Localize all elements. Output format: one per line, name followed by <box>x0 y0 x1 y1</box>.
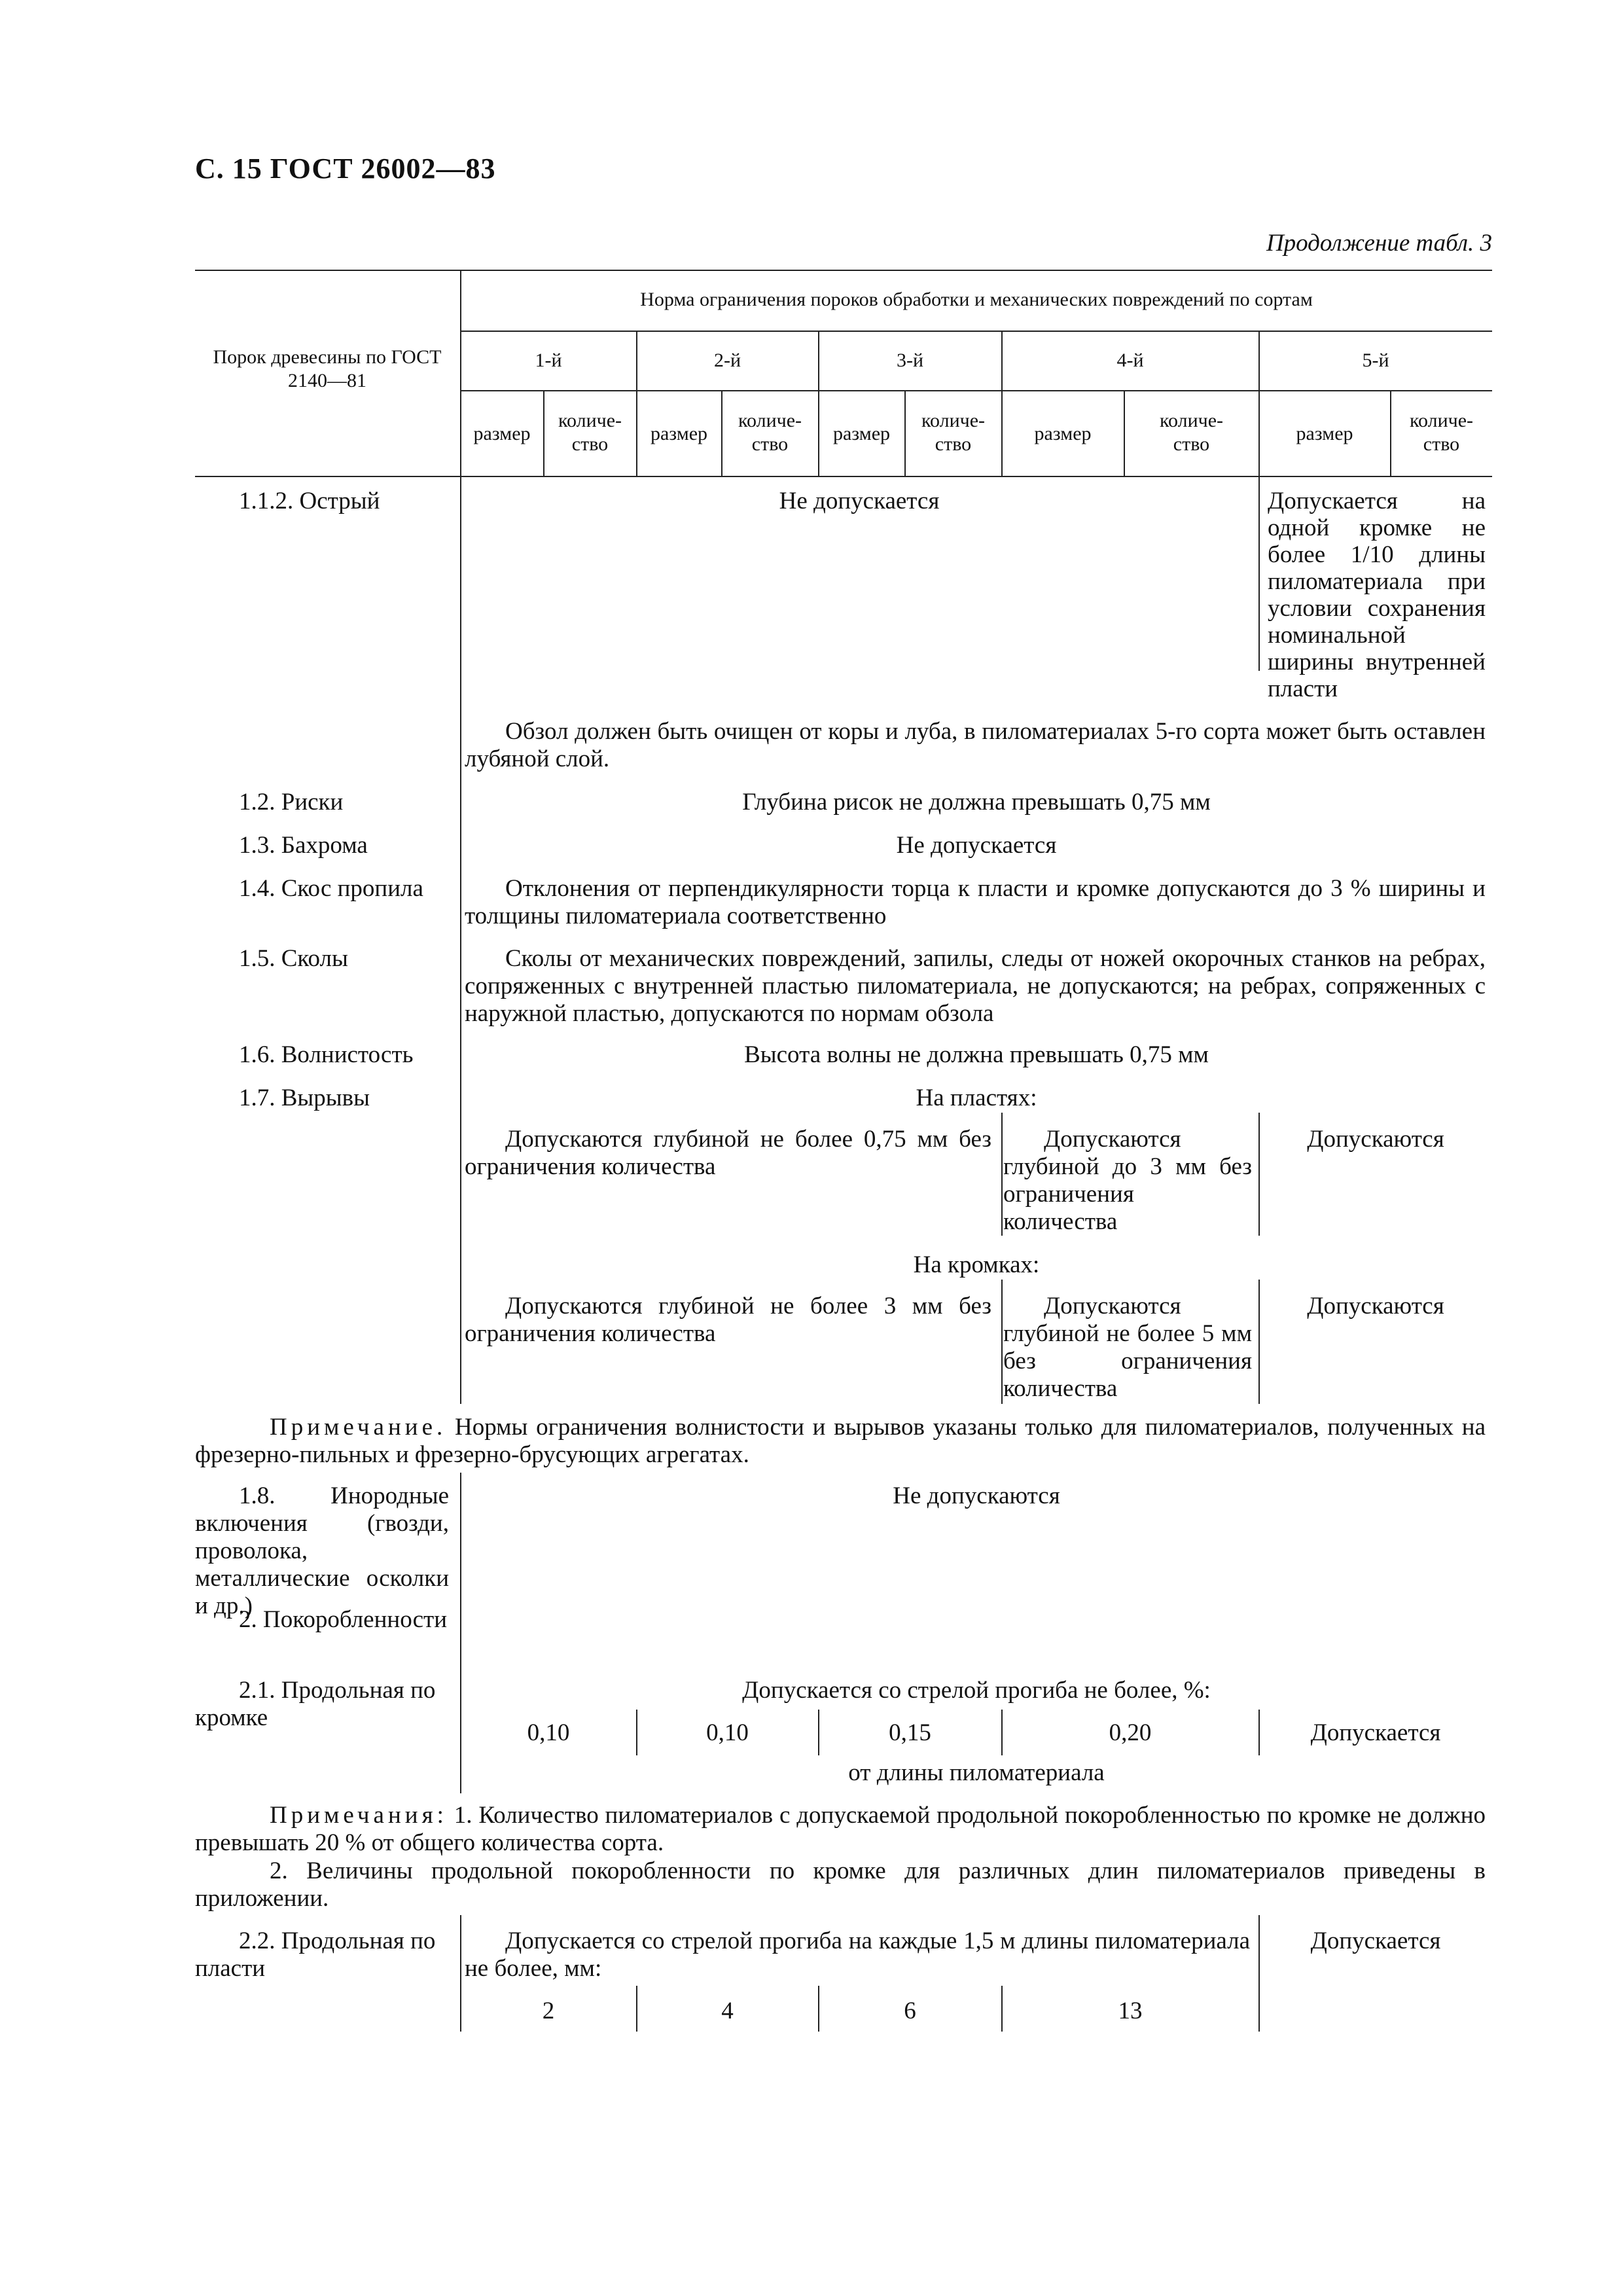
tearouts-faces-title: На пластях: <box>916 1085 1037 1111</box>
tearouts-edges-a: Допускаются глубиной не более 3 мм без ограничения количества <box>465 1293 991 1347</box>
row-label-foreign: 1.8. Инородные включения (гвозди, проволока, металлические осколки и др.) <box>195 1482 449 1619</box>
long-face-grade3: 6 <box>904 1998 916 2024</box>
grade-4-header: 4-й <box>1116 350 1144 371</box>
tearouts-faces-b: Допускаются глубиной до 3 мм без ограничения количества <box>1003 1126 1252 1235</box>
long-edge-footer: от длины пиломатериала <box>848 1759 1105 1786</box>
note-warping-2: 2. Величины продольной покоробленности по кромке для различных длин пиломатериалов приведены в приложении. <box>195 1857 1486 1912</box>
table-top-rule <box>195 270 1492 271</box>
page-header: С. 15 ГОСТ 26002—83 <box>195 152 496 185</box>
row-label-tearouts: 1.7. Вырывы <box>239 1085 370 1111</box>
continuation-label: Продолжение табл. 3 <box>1266 230 1492 257</box>
row-waviness-text: Высота волны не должна превышать 0,75 мм <box>744 1041 1209 1068</box>
header-rule-2 <box>461 390 1492 391</box>
row-foreign-text: Не допускаются <box>893 1482 1060 1509</box>
row-label-warping: 2. Покоробленности <box>239 1606 448 1633</box>
tearouts-faces-c: Допускаются <box>1307 1126 1444 1153</box>
row-chips-text: Сколы от механических повреждений, запилы, следы от ножей окорочных станков на ребрах, сопряженных с внутренней пластью пиломатериала, не допускаются; на ребрах, сопряженных с наружной пластью, допускаются по нормам обзола <box>465 945 1486 1027</box>
long-face-grade1: 2 <box>542 1998 555 2024</box>
qty-subheader: количе- ство <box>558 410 622 455</box>
long-edge-grade4: 0,20 <box>1109 1719 1152 1746</box>
grade-2-header: 2-й <box>713 350 741 371</box>
row-label-chips: 1.5. Сколы <box>239 945 348 972</box>
row-cut-slope-text: Отклонения от перпендикулярности торца к пласти и кромке допускаются до 3 % ширины и толщины пиломатериала соответственно <box>465 875 1486 929</box>
row-label-cut-slope: 1.4. Скос пропила <box>239 875 423 902</box>
qty-subheader: количе- ство <box>738 410 802 455</box>
long-face-grade2: 4 <box>721 1998 734 2024</box>
size-subheader: размер <box>1034 423 1092 444</box>
long-face-grade4: 13 <box>1118 1998 1143 2024</box>
long-edge-grade1: 0,10 <box>527 1719 570 1746</box>
tearouts-edges-c: Допускаются <box>1307 1293 1444 1319</box>
long-face-grade5: Допускается <box>1310 1928 1441 1954</box>
row-long-face-title: Допускается со стрелой прогиба на каждые 1,5 м длины пиломатериала не более, мм: <box>465 1928 1250 1982</box>
row-scratches-text: Глубина рисок не должна превышать 0,75 мм <box>742 789 1211 816</box>
long-edge-grade5: Допускается <box>1310 1719 1441 1746</box>
row-long-edge-title: Допускается со стрелой прогиба не более, %: <box>742 1677 1211 1704</box>
size-subheader: размер <box>473 423 531 444</box>
row-label-long-face: 2.2. Продольная по пласти <box>195 1928 436 1982</box>
tearouts-edges-b: Допускаются глубиной не более 5 мм без ограничения количества <box>1003 1293 1252 1402</box>
grade-3-header: 3-й <box>896 350 924 371</box>
row-label-long-edge: 2.1. Продольная по кромке <box>195 1677 436 1731</box>
header-rule-1 <box>461 331 1492 332</box>
qty-subheader: количе- ство <box>921 410 986 455</box>
note-warping-1: Примечания: 1. Количество пиломатериалов с допускаемой продольной покоробленностью по кромке не должно превышать 20 % от общего количества сорта. <box>195 1802 1486 1856</box>
row-sharp-wane-grade5: Допускается на одной кромке не более 1/10 длины пиломатериала при условии сохранения номинальной ширины внутренней пласти <box>1268 488 1486 702</box>
row-label-scratches: 1.2. Риски <box>239 789 344 816</box>
defect-column-header: Порок древесины по ГОСТ 2140—81 <box>213 346 442 391</box>
row-label-fringe: 1.3. Бахрома <box>239 832 368 859</box>
qty-subheader: количе- ство <box>1409 410 1474 455</box>
size-subheader: размер <box>832 423 891 444</box>
qty-subheader: количе- ство <box>1159 410 1224 455</box>
row-label-waviness: 1.6. Волнистость <box>239 1041 414 1068</box>
row-sharp-wane-main: Не допускается <box>779 488 940 514</box>
tearouts-edges-title: На кромках: <box>913 1251 1040 1278</box>
tearouts-faces-a: Допускаются глубиной не более 0,75 мм без ограничения количества <box>465 1126 991 1180</box>
size-subheader: размер <box>650 423 708 444</box>
row-label-sharp-wane: 1.1.2. Острый <box>239 488 380 514</box>
row-fringe-text: Не допускается <box>896 832 1057 859</box>
long-edge-grade3: 0,15 <box>889 1719 931 1746</box>
row-sharp-wane-note: Обзол должен быть очищен от коры и луба, в пиломатериалах 5-го сорта может быть оставлен лубяной слой. <box>465 718 1486 772</box>
size-subheader: размер <box>1296 423 1353 444</box>
grade-1-header: 1-й <box>535 350 562 371</box>
note-waviness: Примечание. Нормы ограничения волнистости и вырывов указаны только для пиломатериалов, полученных на фрезерно-пильных и фрезерно-брусующих агрегатах. <box>195 1414 1486 1468</box>
long-edge-grade2: 0,10 <box>706 1719 749 1746</box>
header-bottom-rule <box>195 476 1492 477</box>
grade-5-header: 5-й <box>1362 350 1389 371</box>
norm-title: Норма ограничения пороков обработки и механических повреждений по сортам <box>640 289 1313 310</box>
